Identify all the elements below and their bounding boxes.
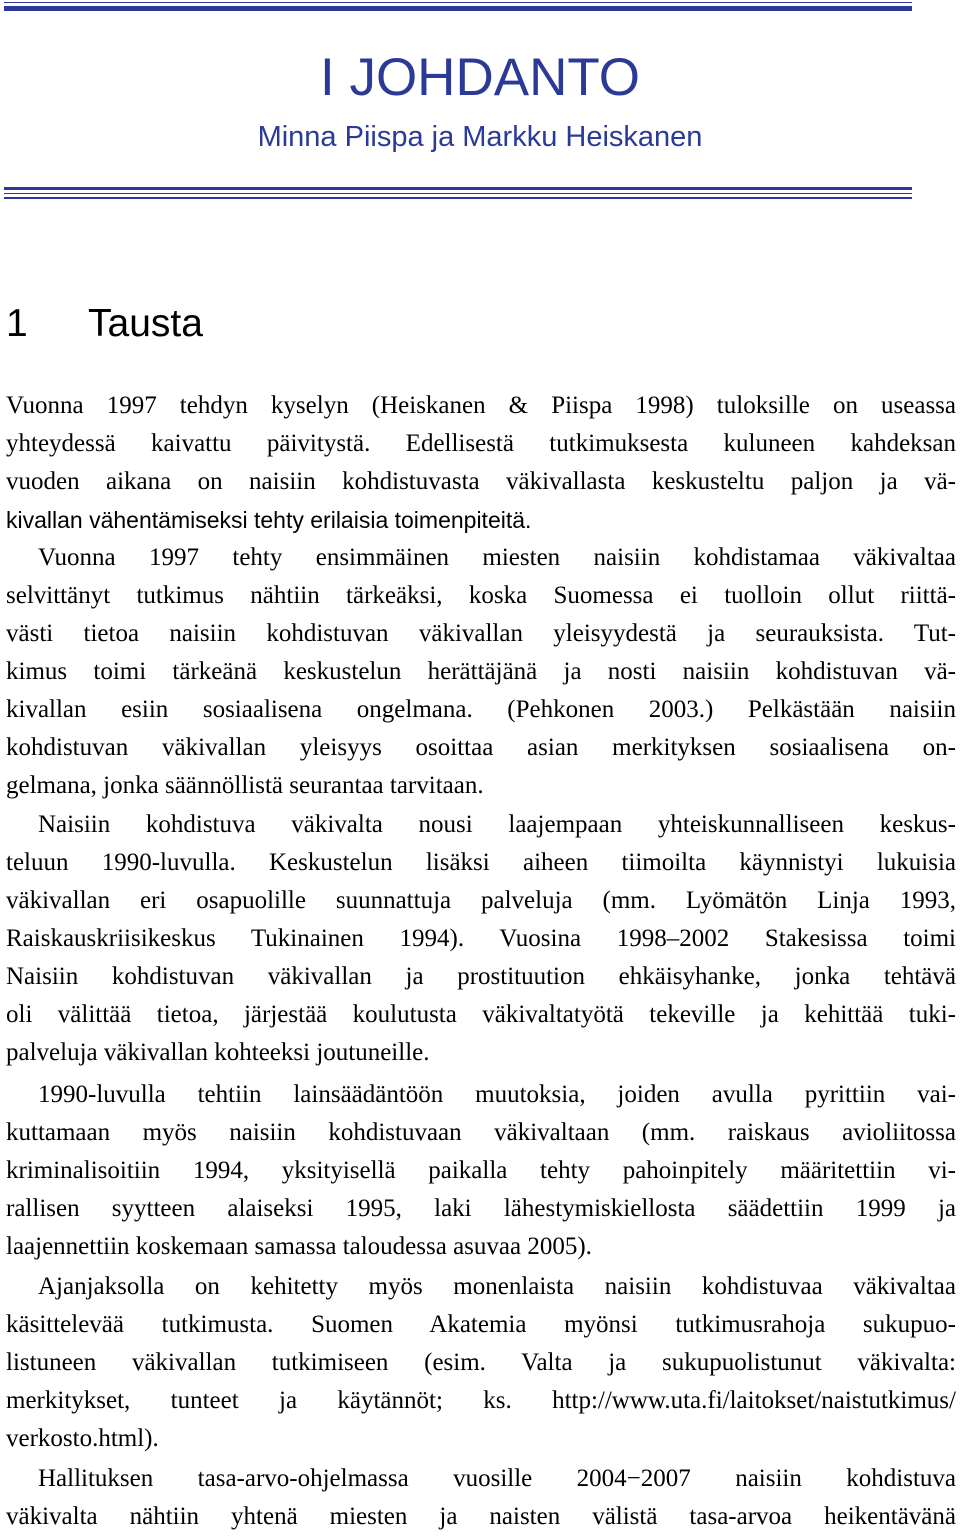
chapter-title: I JOHDANTO [320,48,640,107]
body-line: väkivallan eri osapuolille suunnattuja palveluja (mm. Lyömätön Linja 1993, [6,887,956,914]
chapter-authors: Minna Piispa ja Markku Heiskanen [257,121,703,153]
top-decorative-rule [4,0,912,12]
body-line: vuoden aikana on naisiin kohdistuvasta väkivallasta keskusteltu paljon ja vä- [6,468,956,495]
body-line: kohdistuvan väkivallan yleisyys osoittaa asian merkityksen sosiaalisena on- [6,734,956,761]
body-line: käsittelevää tutkimusta. Suomen Akatemia myönsi tutkimusrahoja sukupuo- [6,1311,956,1338]
body-line: 1990-luvulla tehtiin lainsäädäntöön muutoksia, joiden avulla pyrittiin vai- [38,1081,956,1108]
body-line: Vuonna 1997 tehty ensimmäinen miesten naisiin kohdistamaa väkivaltaa [38,544,956,571]
body-line: Ajanjaksolla on kehitetty myös monenlaista naisiin kohdistuvaa väkivaltaa [38,1273,956,1300]
body-line: merkitykset, tunteet ja käytännöt; ks. http://www.uta.fi/laitokset/naistutkimus/ [6,1387,956,1414]
body-line: selvittänyt tutkimus nähtiin tärkeäksi, koska Suomessa ei tuolloin ollut riittä- [6,582,956,609]
body-line: gelmana, jonka säännöllistä seurantaa tarvitaan. [6,772,484,799]
header-divider-rule [4,187,912,201]
body-line: kriminalisoitiin 1994, yksityisellä paikalla tehty pahoinpitely määritettiin vi- [6,1157,956,1184]
body-line: Hallituksen tasa-arvo-ohjelmassa vuosille 2004−2007 naisiin kohdistuva [38,1465,956,1492]
body-line: Vuonna 1997 tehdyn kyselyn (Heiskanen & Piispa 1998) tuloksille on useassa [6,392,956,419]
section-number: 1 [6,302,28,345]
body-line: laajennettiin koskemaan samassa taloudessa asuvaa 2005). [6,1233,592,1260]
body-line: kimus toimi tärkeänä keskustelun herättäjänä ja nosti naisiin kohdistuvan vä- [6,658,956,685]
body-line: teluun 1990-luvulla. Keskustelun lisäksi aiheen tiimoilta käynnistyi lukuisia [6,849,956,876]
body-line: västi tietoa naisiin kohdistuvan väkivallan yleisyydestä ja seurauksista. Tut- [6,620,956,647]
body-line: rallisen syytteen alaiseksi 1995, laki lähestymiskiellosta säädettiin 1999 ja [6,1195,956,1222]
body-line: yhteydessä kaivattu päivitystä. Edellisestä tutkimuksesta kuluneen kahdeksan [6,430,956,457]
body-line: Naisiin kohdistuvan väkivallan ja prostituution ehkäisyhanke, jonka tehtävä [6,963,956,990]
body-line: oli välittää tietoa, järjestää koulutusta väkivaltatyötä tekeville ja kehittää tuki- [6,1001,956,1028]
body-line: palveluja väkivallan kohteeksi joutuneille. [6,1039,430,1066]
body-line: väkivalta nähtiin yhtenä miesten ja naisten välistä tasa-arvoa heikentävänä [6,1503,956,1530]
body-line: kivallan esiin sosiaalisena ongelmana. (Pehkonen 2003.) Pelkästään naisiin [6,696,956,723]
body-line: kivallan vähentämiseksi tehty erilaisia toimenpiteitä. [6,507,532,533]
body-line: Naisiin kohdistuva väkivalta nousi laajempaan yhteiskunnalliseen keskus- [38,811,956,838]
body-line: kuttamaan myös naisiin kohdistuvaan väkivaltaan (mm. raiskaus avioliitossa [6,1119,956,1146]
body-line: listuneen väkivallan tutkimiseen (esim. Valta ja sukupuolistunut väkivalta: [6,1349,956,1376]
section-heading [6,300,203,348]
body-line: verkosto.html). [6,1425,159,1452]
body-line: Raiskauskriisikeskus Tukinainen 1994). Vuosina 1998–2002 Stakesissa toimi [6,925,956,952]
section-title: Tausta [88,302,203,345]
